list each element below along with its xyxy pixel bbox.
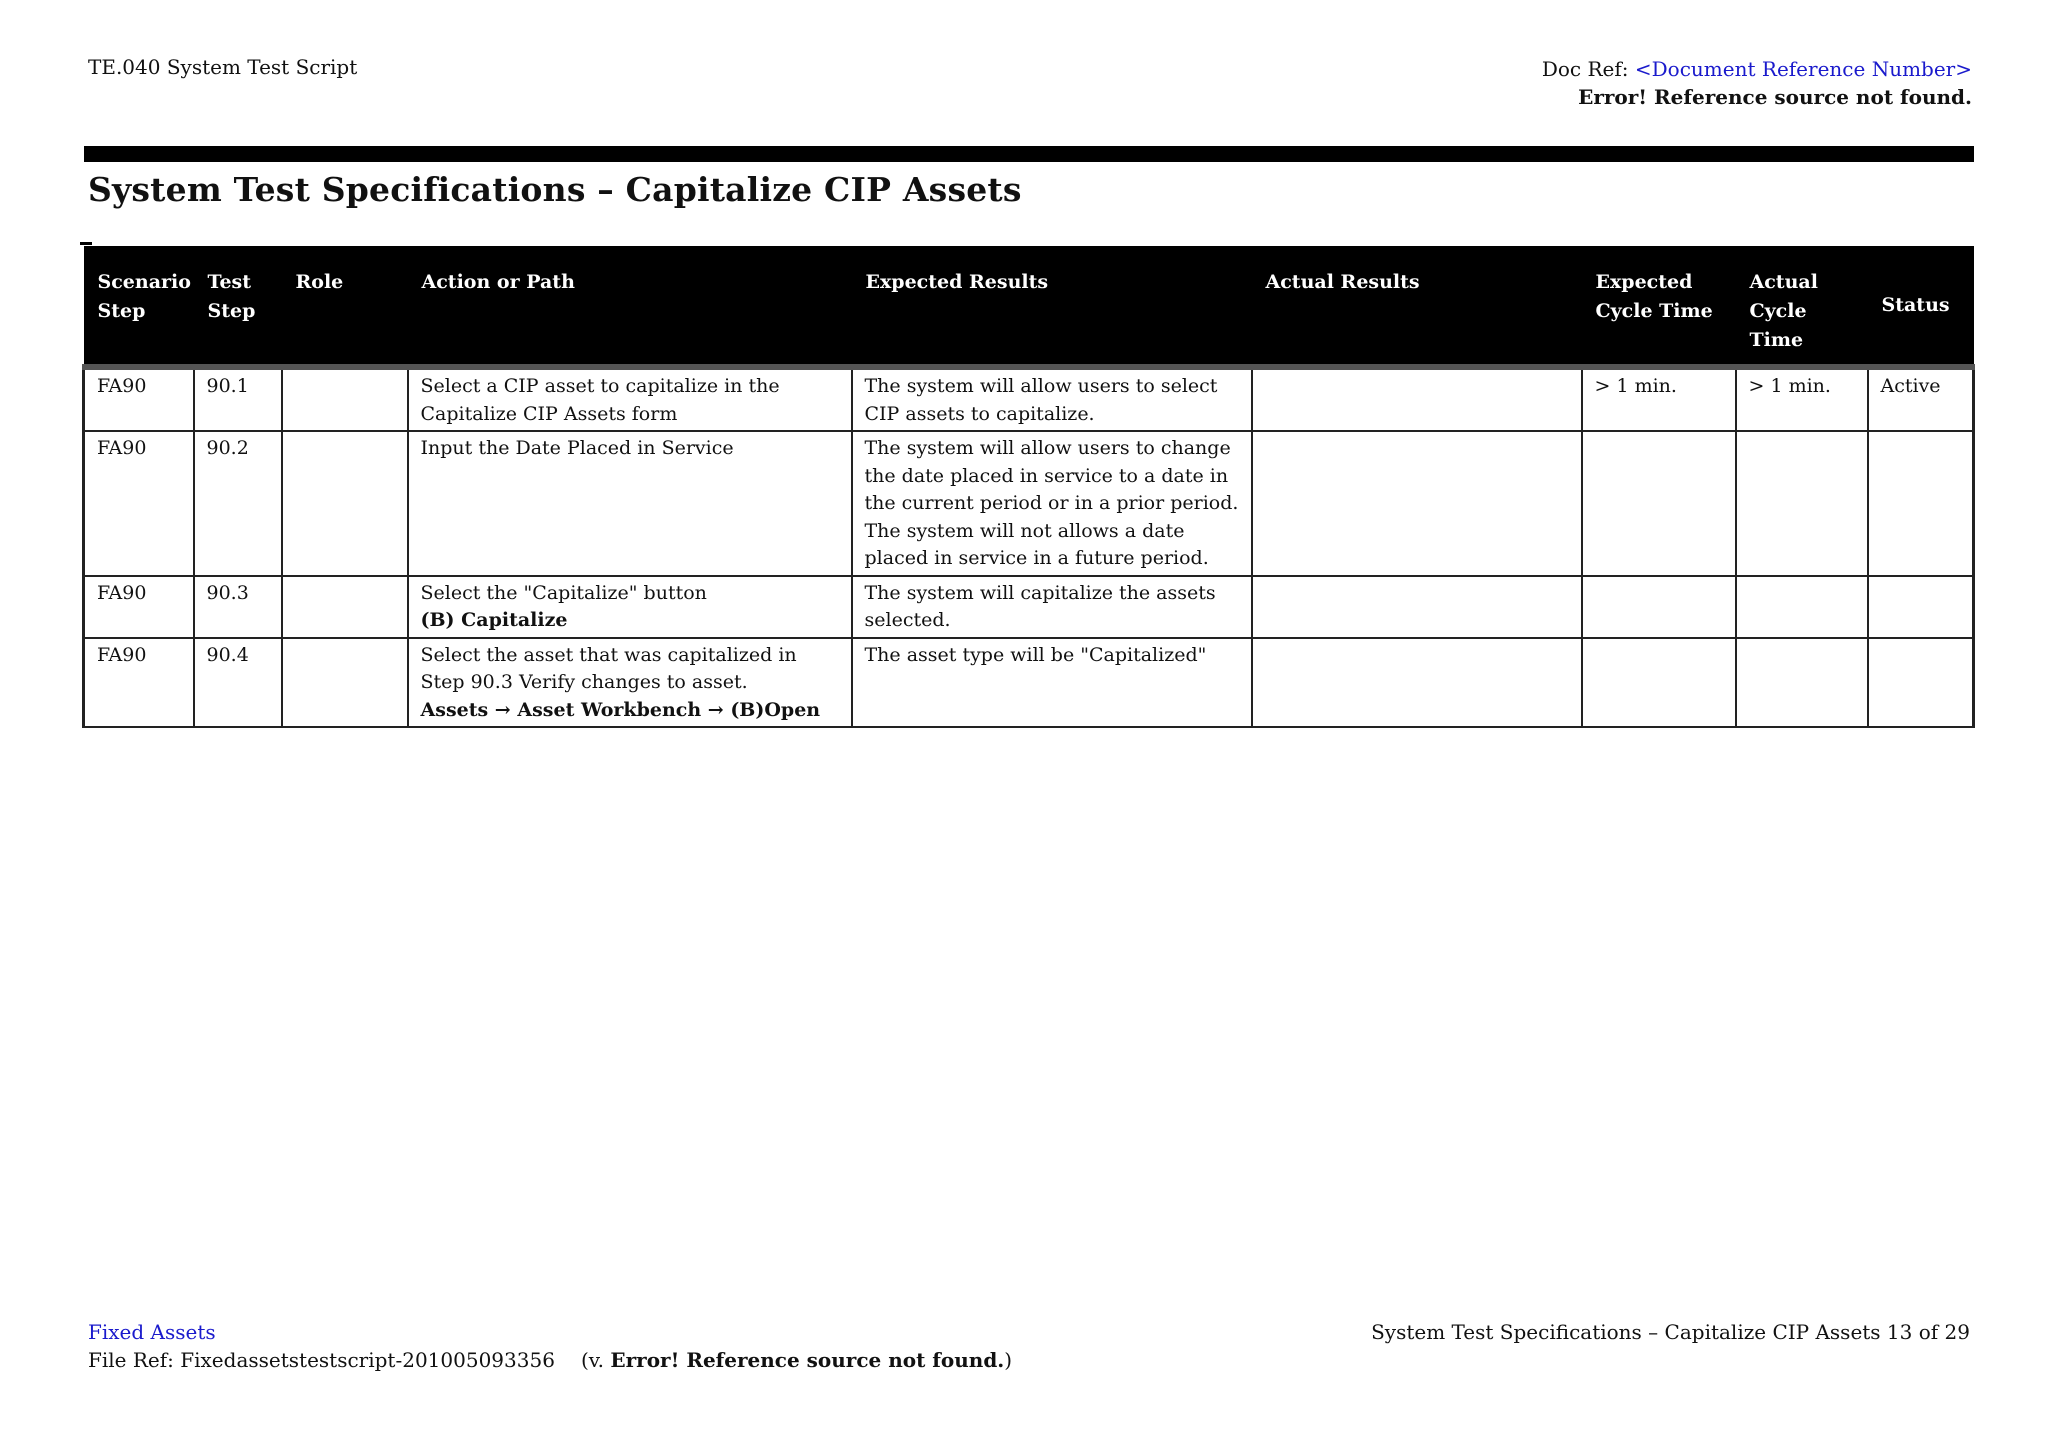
cell-action (408, 431, 852, 576)
cell-status (1868, 431, 1974, 576)
cell-actual (1252, 638, 1582, 728)
page-title: System Test Specifications – Capitalize CIP Assets (88, 170, 1022, 209)
action-path: Assets → Asset Workbench → (B)Open (420, 698, 821, 721)
col-actual-results: Actual Results (1252, 246, 1582, 367)
col-expected-cycle-time: Expected Cycle Time (1582, 246, 1736, 367)
cell-test: 90.1 (194, 367, 282, 431)
col-action-or-path: Action or Path (408, 246, 852, 367)
doc-ref-line (1542, 55, 1972, 83)
cell-actual-cycle: > 1 min. (1736, 367, 1868, 431)
cell-actual (1252, 576, 1582, 638)
cell-role (282, 431, 408, 576)
cell-test: 90.3 (194, 576, 282, 638)
cell-scenario: FA90 (84, 576, 194, 638)
action-text: Select the "Capitalize" button (420, 581, 707, 604)
cell-action (408, 367, 852, 431)
action-path: (B) Capitalize (420, 609, 568, 631)
cell-expected: The asset type will be "Capitalized" (852, 638, 1252, 728)
cell-scenario: FA90 (84, 367, 194, 431)
header-row (84, 246, 1974, 367)
action-text: Input the Date Placed in Service (420, 437, 734, 459)
footer-page-info: System Test Specifications – Capitalize CIP Assets 13 of 29 (1371, 1320, 1970, 1344)
col-expected-results: Expected Results (852, 246, 1252, 367)
footer-file-ref-line (88, 1346, 1012, 1374)
table-row (84, 638, 1974, 728)
cell-role (282, 367, 408, 431)
cell-expected: The system will allow users to change the date placed in service to a date in the current period or in a prior period. The system will not allows a date placed in service in a future period. (852, 431, 1252, 576)
action-text: Select a CIP asset to capitalize in the Capitalize CIP Assets form (420, 375, 780, 425)
cell-actual-cycle (1736, 431, 1868, 576)
cell-role (282, 638, 408, 728)
table-row (84, 431, 1974, 576)
cell-expected-cycle (1582, 638, 1736, 728)
cell-expected-cycle (1582, 431, 1736, 576)
cell-role (282, 576, 408, 638)
col-status: Status (1868, 246, 1974, 367)
doc-ref-value: <Document Reference Number> (1634, 57, 1972, 81)
cell-actual (1252, 367, 1582, 431)
cell-expected-cycle (1582, 576, 1736, 638)
col-test-step: Test Step (194, 246, 282, 367)
cell-status (1868, 638, 1974, 728)
col-role: Role (282, 246, 408, 367)
cell-status (1868, 576, 1974, 638)
file-ref: File Ref: Fixedassetstestscript-201005093356 (88, 1348, 555, 1372)
footer-left (88, 1318, 1012, 1374)
cell-actual-cycle (1736, 638, 1868, 728)
col-actual-cycle-time: Actual Cycle Time (1736, 246, 1868, 367)
cell-action (408, 638, 852, 728)
version-prefix: (v. (580, 1348, 605, 1372)
cell-expected-cycle: > 1 min. (1582, 367, 1736, 431)
version-suffix: ) (1004, 1348, 1013, 1372)
table-row (84, 576, 1974, 638)
cell-action (408, 576, 852, 638)
table-row (84, 367, 1974, 431)
cell-expected: The system will allow users to select CIP assets to capitalize. (852, 367, 1252, 431)
cell-actual (1252, 431, 1582, 576)
cell-test: 90.2 (194, 431, 282, 576)
document-title: TE.040 System Test Script (88, 55, 358, 79)
col-scenario-step: Scenario Step (84, 246, 194, 367)
header-rule (84, 146, 1974, 162)
doc-ref-block (1542, 55, 1972, 111)
cell-test: 90.4 (194, 638, 282, 728)
cell-expected: The system will capitalize the assets selected. (852, 576, 1252, 638)
cell-status: Active (1868, 367, 1974, 431)
version-error: Error! Reference source not found. (610, 1348, 1005, 1372)
test-spec-table (82, 246, 1975, 728)
cell-scenario: FA90 (84, 638, 194, 728)
reference-error: Error! Reference source not found. (1578, 85, 1972, 109)
footer-module-link[interactable]: Fixed Assets (88, 1320, 216, 1344)
cell-actual-cycle (1736, 576, 1868, 638)
cell-scenario: FA90 (84, 431, 194, 576)
action-text: Select the asset that was capitalized in Step 90.3 Verify changes to asset. (420, 643, 797, 693)
table-header (84, 246, 1974, 367)
doc-ref-label: Doc Ref: (1541, 57, 1629, 81)
